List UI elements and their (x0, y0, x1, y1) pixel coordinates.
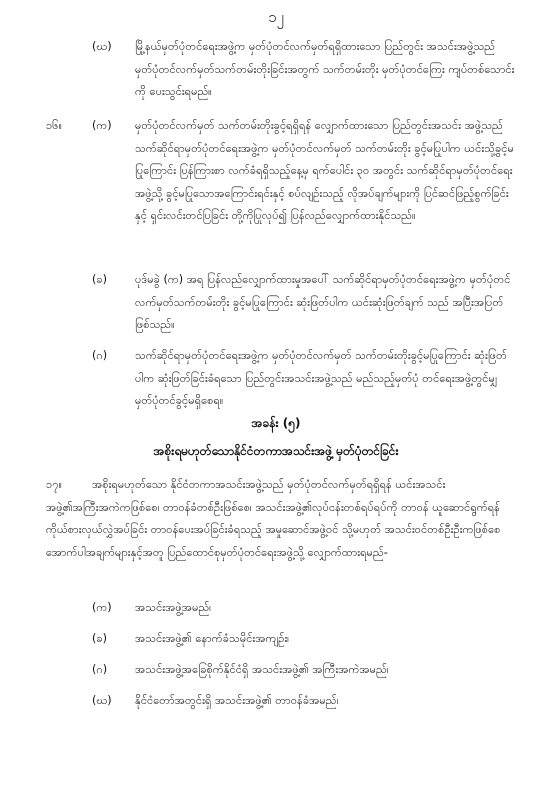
page-number: ၁၂ (268, 8, 284, 26)
subsection-text-a: မှတ်ပုံတင်လက်မှတ် သက်တမ်းတိုးခွင့်ရရှိရန် လျှောက်ထားသော ပြည်တွင်းအသင်း အဖွဲ့သည် သက်ဆိုင်ရာမှတ်ပုံတင်ရေးအဖွဲ့က မှတ်ပုံတင်လက်မှတ် သက်တမ်းတိုး ခွင့်မပြုပါက ယင်းသို့ခွင့်မပြုကြောင်း ပြန်ကြားစာ လက်ခံရရှိသည့်နေ့မှ ရက်ပေါင်း ၃၀ အတွင်း သက်ဆိုင်ရာမှတ်ပုံတင်ရေးအဖွဲ့သို့ ခွင့်မပြုသောအကြောင်းရင်းနှင့် စပ်လျဉ်းသည့် လိုအပ်ချက်များကို ပြင်ဆင်ဖြည့်စွက်ခြင်းနှင့် ရှင်းလင်းတင်ပြခြင်း တို့ကိုပြုလုပ်၍ ပြန်လည်လျှောက်ထားနိုင်သည်။ (135, 119, 514, 222)
list-item-label: (ခ) (92, 632, 108, 645)
list-item-label: (ဃ) (92, 694, 112, 707)
section-number: ၁၆။ (46, 119, 62, 132)
subsection-label-a: (က) (92, 119, 112, 132)
list-item-text: နိုင်ငံတော်အတွင်းရှိ အသင်းအဖွဲ့၏ တာဝန်ခံအမည်၊ (135, 694, 339, 707)
subsection-label-c: (ဂ) (92, 349, 108, 362)
list-item-label: (က) (92, 601, 112, 614)
section-text: အစိုးရမဟုတ်သော နိုင်ငံတကာအသင်းအဖွဲ့သည် မှတ်ပုံတင်လက်မှတ်ရရှိရန် ယင်းအသင်း အဖွဲ့၏အကြီးအကဲကဖြစ်စေ၊ တာဝန်ခံတစ်ဦးဖြစ်စေ၊ အသင်းအဖွဲ့၏လုပ်ငန်းတစ်ရပ်ရပ်ကို တာဝန် ယူဆောင်ရွက်ရန် ကိုယ်စားလှယ်လွှဲအပ်ခြင်း တာဝန်ပေးအပ်ခြင်းခံရသည့် အမှုဆောင်အဖွဲ့ဝင် သို့မဟုတ် အသင်းဝင်တစ်ဦးဦးကဖြစ်စေ အောက်ပါအချက်များနှင့်အတူ ပြည်ထောင်စုမှတ်ပုံတင်ရေးအဖွဲ့သို့ လျှောက်ထားရမည်- (46, 478, 501, 559)
section-number: ၁၇။ (46, 478, 62, 491)
list-item-label: (ဂ) (92, 663, 108, 676)
subsection-text-c: သက်ဆိုင်ရာမှတ်ပုံတင်ရေးအဖွဲ့က မှတ်ပုံတင်လက်မှတ် သက်တမ်းတိုးခွင့်မပြုကြောင်း ဆုံးဖြတ်ပါက ဆုံးဖြတ်ခြင်းခံရသော ပြည်တွင်းအသင်းအဖွဲ့သည် မည်သည့်မှတ်ပုံ တင်ရေးအဖွဲ့တွင်မျှ မှတ်ပုံတင်ခွင့်မရှိစေရ။ (135, 349, 508, 407)
list-item-text: အသင်းအဖွဲ့အခြေစိုက်နိုင်ငံရှိ အသင်းအဖွဲ့၏ အကြီးအကဲအမည်၊ (135, 663, 389, 676)
item-label: (ဃ) (92, 40, 112, 53)
subsection-text-b: ပုဒ်မခွဲ (က) အရ ပြန်လည်လျှောက်ထားမှုအပေါ် သက်ဆိုင်ရာမှတ်ပုံတင်ရေးအဖွဲ့က မှတ်ပုံတင်လက်မှတ်သက်တမ်းတိုး ခွင့်မပြုကြောင်း ဆုံးဖြတ်ပါက ယင်းဆုံးဖြတ်ချက် သည် အပြီးအပြတ်ဖြစ်သည်။ (135, 273, 511, 331)
chapter-subtitle: အစိုးရမဟုတ်သောနိုင်ငံတကာအသင်းအဖွဲ့ မှတ်ပုံတင်ခြင်း (153, 444, 399, 458)
list-item-text: အသင်းအဖွဲ့၏ နောက်ခံသမိုင်းအကျဉ်း၊ (135, 632, 290, 645)
list-item-text: အသင်းအဖွဲ့အမည်၊ (135, 601, 212, 614)
item-text: မြို့နယ်မှတ်ပုံတင်ရေးအဖွဲ့က မှတ်ပုံတင်လက်မှတ်ရရှိထားသော ပြည်တွင်း အသင်းအဖွဲ့သည် မှတ်ပုံတင်လက်မှတ်သက်တမ်းတိုးခြင်းအတွက် သက်တမ်းတိုး မှတ်ပုံတင်ကြေး ကျပ်တစ်သောင်းကို ပေးသွင်းရမည်။ (135, 40, 515, 98)
chapter-title: အခန်း (၅) (251, 416, 301, 430)
subsection-label-b: (ခ) (92, 273, 108, 286)
